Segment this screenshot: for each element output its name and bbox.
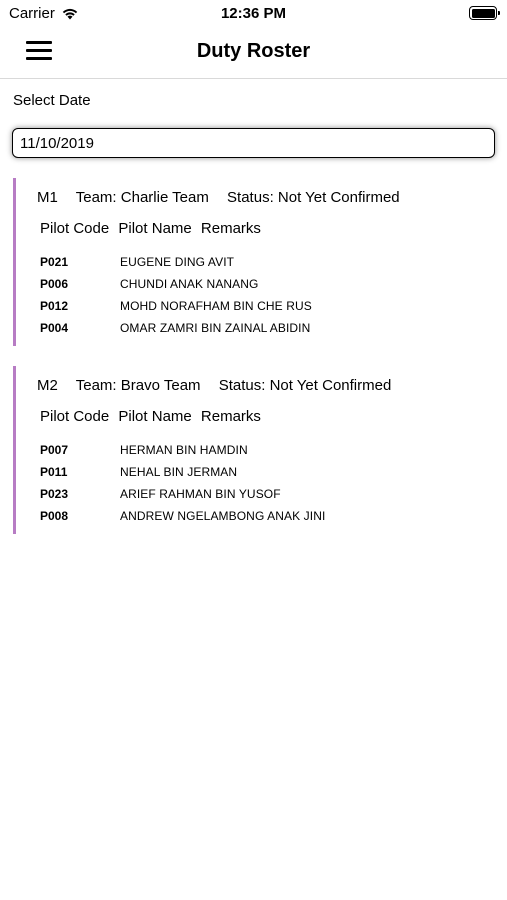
column-header-pilot-code: Pilot Code — [40, 408, 110, 425]
pilot-code: P012 — [40, 299, 69, 313]
page-title: Duty Roster — [196, 40, 311, 62]
column-headers — [40, 220, 266, 237]
date-field[interactable] — [12, 128, 495, 158]
roster-id: M1 — [37, 189, 58, 206]
pilot-code: P011 — [40, 465, 68, 479]
battery-icon — [469, 6, 497, 20]
column-header-pilot-name: Pilot Name — [118, 220, 192, 237]
pilot-row — [40, 299, 312, 313]
roster-status: Status: Not Yet Confirmed — [218, 377, 392, 394]
pilot-name: NEHAL BIN JERMAN — [120, 465, 238, 479]
column-header-remarks: Remarks — [200, 408, 261, 425]
pilot-row — [40, 255, 234, 269]
pilot-name: CHUNDI ANAK NANANG — [120, 277, 259, 291]
pilot-code: P008 — [40, 509, 69, 523]
pilot-row — [40, 443, 248, 457]
pilot-name: ARIEF RAHMAN BIN YUSOF — [120, 487, 281, 501]
carrier-label: Carrier — [9, 5, 55, 22]
status-time: 12:36 PM — [220, 5, 287, 22]
pilot-row — [40, 509, 325, 523]
pilot-code: P007 — [40, 443, 69, 457]
select-date-label: Select Date — [13, 92, 91, 109]
roster-team: Team: Bravo Team — [75, 377, 201, 394]
pilot-row — [40, 487, 281, 501]
pilot-row — [40, 277, 259, 291]
pilot-row — [40, 465, 237, 479]
roster-id: M2 — [37, 377, 58, 394]
pilot-name: MOHD NORAFHAM BIN CHE RUS — [120, 299, 312, 313]
status-bar — [0, 0, 507, 30]
roster-card — [13, 178, 493, 346]
pilot-code: P021 — [40, 255, 69, 269]
roster-status: Status: Not Yet Confirmed — [227, 189, 400, 206]
pilot-code: P004 — [40, 321, 69, 335]
column-header-pilot-name: Pilot Name — [118, 408, 192, 425]
roster-header — [37, 377, 405, 394]
navigation-bar — [0, 30, 507, 79]
column-header-remarks: Remarks — [200, 220, 261, 237]
pilot-name: ANDREW NGELAMBONG ANAK JINI — [120, 509, 326, 523]
pilot-code: P006 — [40, 277, 69, 291]
pilot-row — [40, 321, 310, 335]
pilot-name: OMAR ZAMRI BIN ZAINAL ABIDIN — [120, 321, 311, 335]
roster-card — [13, 366, 493, 534]
column-headers — [40, 408, 266, 425]
roster-team: Team: Charlie Team — [75, 189, 209, 206]
roster-header — [37, 189, 414, 206]
pilot-name: HERMAN BIN HAMDIN — [120, 443, 248, 457]
pilot-name: EUGENE DING AVIT — [120, 255, 235, 269]
column-header-pilot-code: Pilot Code — [40, 220, 110, 237]
pilot-code: P023 — [40, 487, 69, 501]
